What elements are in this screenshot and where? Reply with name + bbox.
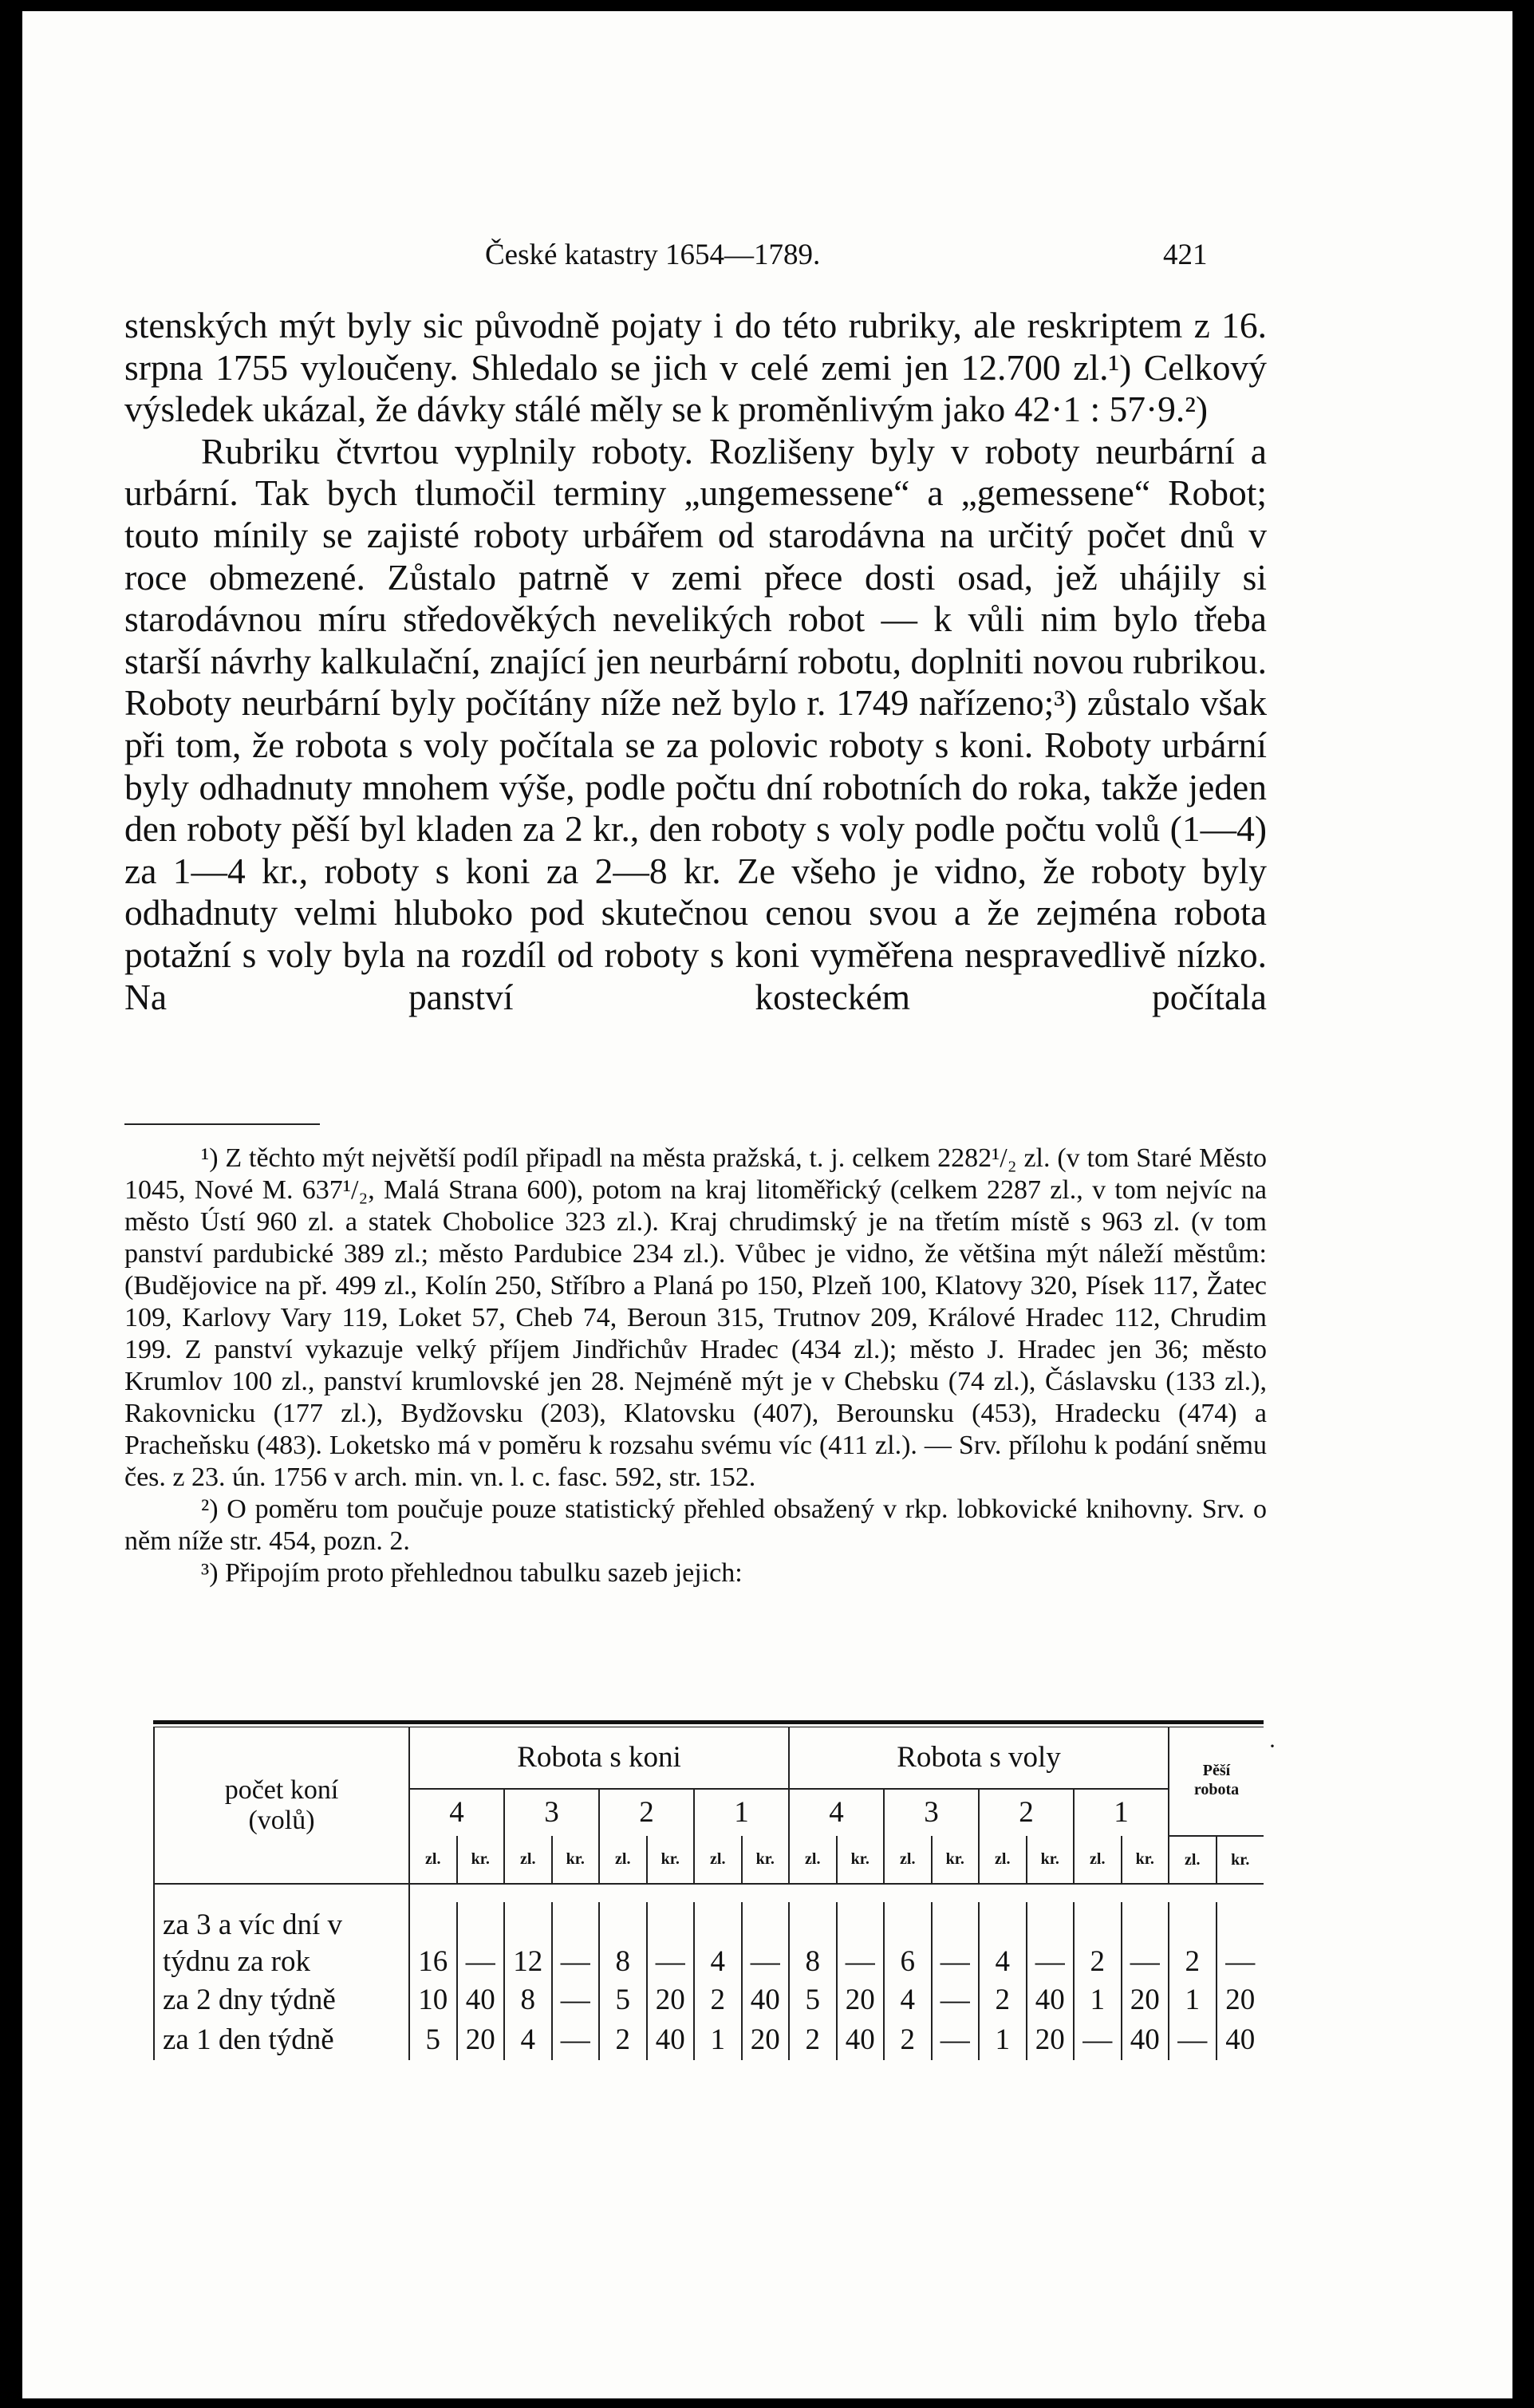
unit-zl-2: zl.: [599, 1836, 647, 1884]
row-header: počet koní (volů): [224, 1774, 339, 1835]
footnote-2: ²) O poměru tom poučuje pouze statistický přehled obsažený v rkp. lobkovické knihovny. Srv. o něm níže str. 454, pozn. 2.: [124, 1494, 1267, 1556]
table-cell: —: [932, 1902, 980, 1980]
row-label: za 3 a víc dní v týdnu za rok: [154, 1902, 409, 1980]
unit-kr-6: kr.: [1027, 1836, 1075, 1884]
unit-kr-2: kr.: [647, 1836, 695, 1884]
table-cell: 40: [837, 2020, 885, 2060]
unit-zl-8: zl.: [1169, 1836, 1217, 1884]
table-cell: 4: [979, 1902, 1027, 1980]
table-row: [154, 1902, 1264, 1980]
table-cell: 1: [979, 2020, 1027, 2060]
unit-zl-6: zl.: [979, 1836, 1027, 1884]
table-cell: 6: [884, 1902, 932, 1980]
unit-zl-4: zl.: [789, 1836, 837, 1884]
table-cell: 40: [647, 2020, 695, 2060]
koni-count-3: 1: [694, 1789, 789, 1836]
table-cell: 5: [599, 1980, 647, 2020]
table-cell: 20: [1027, 2020, 1075, 2060]
unit-kr-3: kr.: [742, 1836, 790, 1884]
table-cell: 8: [599, 1902, 647, 1980]
group-voly: Robota s voly: [789, 1727, 1169, 1790]
unit-kr-1: kr.: [552, 1836, 600, 1884]
running-title: České katastry 1654—1789.: [485, 239, 821, 271]
unit-zl-1: zl.: [504, 1836, 552, 1884]
table-cell: —: [1169, 2020, 1217, 2060]
group-koni: Robota s koni: [409, 1727, 789, 1790]
table-cell: 10: [409, 1980, 457, 2020]
table-cell: 1: [1074, 1980, 1122, 2020]
group-pesi: Pěší robota: [1193, 1762, 1240, 1798]
table-cell: —: [1074, 2020, 1122, 2060]
robot-rates-table-wrapper: [153, 1720, 1264, 2060]
table-cell: 20: [837, 1980, 885, 2020]
unit-zl-3: zl.: [694, 1836, 742, 1884]
unit-kr-7: kr.: [1122, 1836, 1169, 1884]
voly-count-3: 1: [1074, 1789, 1169, 1836]
table-cell: 2: [1074, 1902, 1122, 1980]
footnote-separator: [124, 1123, 320, 1125]
table-cell: —: [1122, 1902, 1169, 1980]
row-header-cell: [154, 1727, 409, 1885]
table-cell: 5: [409, 2020, 457, 2060]
table-cell: 20: [1122, 1980, 1169, 2020]
row-label: za 2 dny týdně: [154, 1980, 409, 2020]
book-page: [22, 11, 1512, 2398]
table-cell: —: [932, 1980, 980, 2020]
table-cell: 4: [884, 1980, 932, 2020]
table-cell: 2: [1169, 1902, 1217, 1980]
unit-zl-0: zl.: [409, 1836, 457, 1884]
table-cell: 40: [742, 1980, 790, 2020]
table-row: [154, 2020, 1264, 2060]
koni-count-1: 3: [504, 1789, 599, 1836]
table-cell: 20: [1217, 1980, 1264, 2020]
koni-count-2: 2: [599, 1789, 694, 1836]
unit-kr-0: kr.: [457, 1836, 505, 1884]
group-pesi-cell: [1169, 1727, 1264, 1837]
table-margin-dot: ·: [1268, 1733, 1276, 1759]
table-cell: 8: [789, 1902, 837, 1980]
table-cell: 4: [504, 2020, 552, 2060]
table-cell: 1: [1169, 1980, 1217, 2020]
table-cell: 2: [884, 2020, 932, 2060]
table-cell: 40: [1122, 2020, 1169, 2060]
table-cell: 16: [409, 1902, 457, 1980]
table-cell: 2: [694, 1980, 742, 2020]
table-cell: 20: [647, 1980, 695, 2020]
table-cell: 40: [1027, 1980, 1075, 2020]
table-cell: 2: [599, 2020, 647, 2060]
table-cell: 2: [979, 1980, 1027, 2020]
voly-count-0: 4: [789, 1789, 884, 1836]
voly-count-2: 2: [979, 1789, 1074, 1836]
table-cell: —: [837, 1902, 885, 1980]
table-cell: 12: [504, 1902, 552, 1980]
table-cell: —: [552, 2020, 600, 2060]
table-cell: —: [742, 1902, 790, 1980]
table-cell: —: [932, 2020, 980, 2060]
unit-zl-5: zl.: [884, 1836, 932, 1884]
table-cell: 40: [1217, 2020, 1264, 2060]
main-text: [124, 305, 1267, 1018]
voly-count-1: 3: [884, 1789, 979, 1836]
paragraph-2: Rubriku čtvrtou vyplnily roboty. Rozlišeny byly v roboty neurbární a urbární. Tak bych tlumočil terminy „ungemessene“ a „gemessene“ Robot; touto mínily se zajisté roboty urbářem od starodávna na určitý počet dnů v roce obmezené. Zůstalo patrně v zemi přece dosti osad, jež uhájily si starodávnou míru středověkých nevelikých robot — k vůli nim bylo třeba starší návrhy kalkulační, znající jen neurbární robotu, doplniti novou rubrikou. Roboty neurbární byly počítány níže než bylo r. 1749 nařízeno;³) zůstalo však při tom, že robota s voly počítala se za polovic roboty s koni. Roboty urbární byly odhadnuty mnohem výše, podle počtu dní robotních do roka, takže jeden den roboty pěší byl kladen za 2 kr., den roboty s voly podle počtu volů (1—4) za 1—4 kr., roboty s koni za 2—8 kr. Ze všeho je vidno, že roboty byly odhadnuty velmi hluboko pod skutečnou cenou svou a že zejména robota potažní s voly byla na rozdíl od roboty s koni vyměřena nespravedlivě nízko. Na panství kosteckém počítala: [124, 430, 1267, 1017]
footnotes: [124, 1143, 1267, 1589]
table-row: [154, 1980, 1264, 2020]
unit-kr-5: kr.: [932, 1836, 980, 1884]
table-cell: —: [552, 1980, 600, 2020]
table-cell: 8: [504, 1980, 552, 2020]
table-cell: 20: [742, 2020, 790, 2060]
paragraph-1: stenských mýt byly sic původně pojaty i do této rubriky, ale reskriptem z 16. srpna 1755 vyloučeny. Shledalo se jich v celé zemi jen 12.700 zl.¹) Celkový výsledek ukázal, že dávky stálé měly se k proměnlivým jako 42·1 : 57·9.²): [124, 305, 1267, 430]
unit-kr-4: kr.: [837, 1836, 885, 1884]
robot-rates-table: [153, 1727, 1264, 2060]
table-cell: 40: [457, 1980, 505, 2020]
unit-zl-7: zl.: [1074, 1836, 1122, 1884]
table-cell: 20: [457, 2020, 505, 2060]
row-label: za 1 den týdně: [154, 2020, 409, 2060]
table-cell: —: [457, 1902, 505, 1980]
table-cell: 2: [789, 2020, 837, 2060]
table-cell: —: [647, 1902, 695, 1980]
table-cell: —: [1027, 1902, 1075, 1980]
koni-count-0: 4: [409, 1789, 504, 1836]
page-number: 421: [1163, 239, 1208, 271]
table-cell: 1: [694, 2020, 742, 2060]
table-cell: 5: [789, 1980, 837, 2020]
footnote-3: ³) Připojím proto přehlednou tabulku sazeb jejich:: [201, 1558, 743, 1588]
unit-kr-8: kr.: [1217, 1836, 1264, 1884]
table-cell: 4: [694, 1902, 742, 1980]
table-cell: —: [552, 1902, 600, 1980]
footnote-1: ¹) Z těchto mýt největší podíl připadl na města pražská, t. j. celkem 2282¹/₂ zl. (v tom Staré Město 1045, Nové M. 637¹/₂, Malá Strana 600), potom na kraj litoměřický (celkem 2287 zl., v tom nejvíc na město Ústí 960 zl. a statek Chobolice 323 zl.). Kraj chrudimský je na třetím místě s 963 zl. (v tom panství pardubické 389 zl.; město Pardubice 234 zl.). Vůbec je vidno, že většina mýt náleží městům: (Budějovice na př. 499 zl., Kolín 250, Stříbro a Planá po 150, Plzeň 100, Klatovy 320, Písek 117, Žatec 109, Karlovy Vary 119, Loket 57, Cheb 74, Beroun 315, Trutnov 209, Králové Hradec 112, Chrudim 199. Z panství vykazuje velký příjem Jindřichův Hradec (434 zl.); město J. Hradec jen 36; město Krumlov 100 zl., panství krumlovské jen 28. Nejméně mýt je v Chebsku (74 zl.), Čáslavsku (133 zl.), Rakovnicku (177 zl.), Bydžovsku (203), Klatovsku (407), Berounsku (453), Hradecku (474) a Pracheňsku (483). Loketsko má v poměru k rozsahu svému víc (411 zl.). — Srv. přílohu k podání sněmu čes. z 23. ún. 1756 v arch. min. vn. l. c. fasc. 592, str. 152.: [124, 1143, 1267, 1492]
table-cell: —: [1217, 1902, 1264, 1980]
